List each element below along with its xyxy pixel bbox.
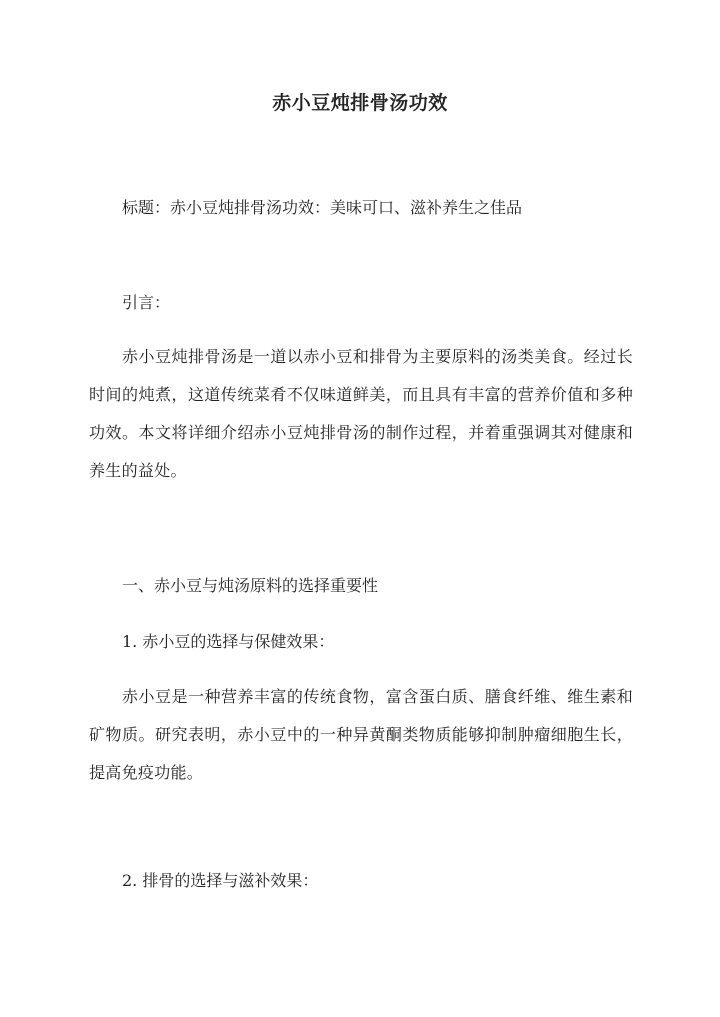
intro-paragraph: 赤小豆炖排骨汤是一道以赤小豆和排骨为主要原料的汤类美食。经过长时间的炖煮，这道传统菜肴不仅味道鲜美，而且具有丰富的营养价值和多种功效。本文将详细介绍赤小豆炖排骨汤的制作过程，并着重强调其对健康和养生的益处。 bbox=[89, 347, 633, 480]
intro-heading: 引言： bbox=[122, 293, 171, 312]
section-1-heading: 一、赤小豆与炖汤原料的选择重要性 bbox=[122, 576, 379, 595]
document-title: 赤小豆炖排骨汤功效 bbox=[272, 92, 448, 114]
item-1-paragraph: 赤小豆是一种营养丰富的传统食物，富含蛋白质、膳食纤维、维生素和矿物质。研究表明，赤小豆中的一种异黄酮类物质能够抑制肿瘤细胞生长，提高免疫功能。 bbox=[89, 687, 633, 782]
item-1-heading: 1. 赤小豆的选择与保健效果： bbox=[122, 632, 335, 651]
item-2-heading: 2. 排骨的选择与滋补效果： bbox=[122, 871, 319, 890]
subtitle-line: 标题：赤小豆炖排骨汤功效：美味可口、滋补养生之佳品 bbox=[122, 198, 523, 217]
